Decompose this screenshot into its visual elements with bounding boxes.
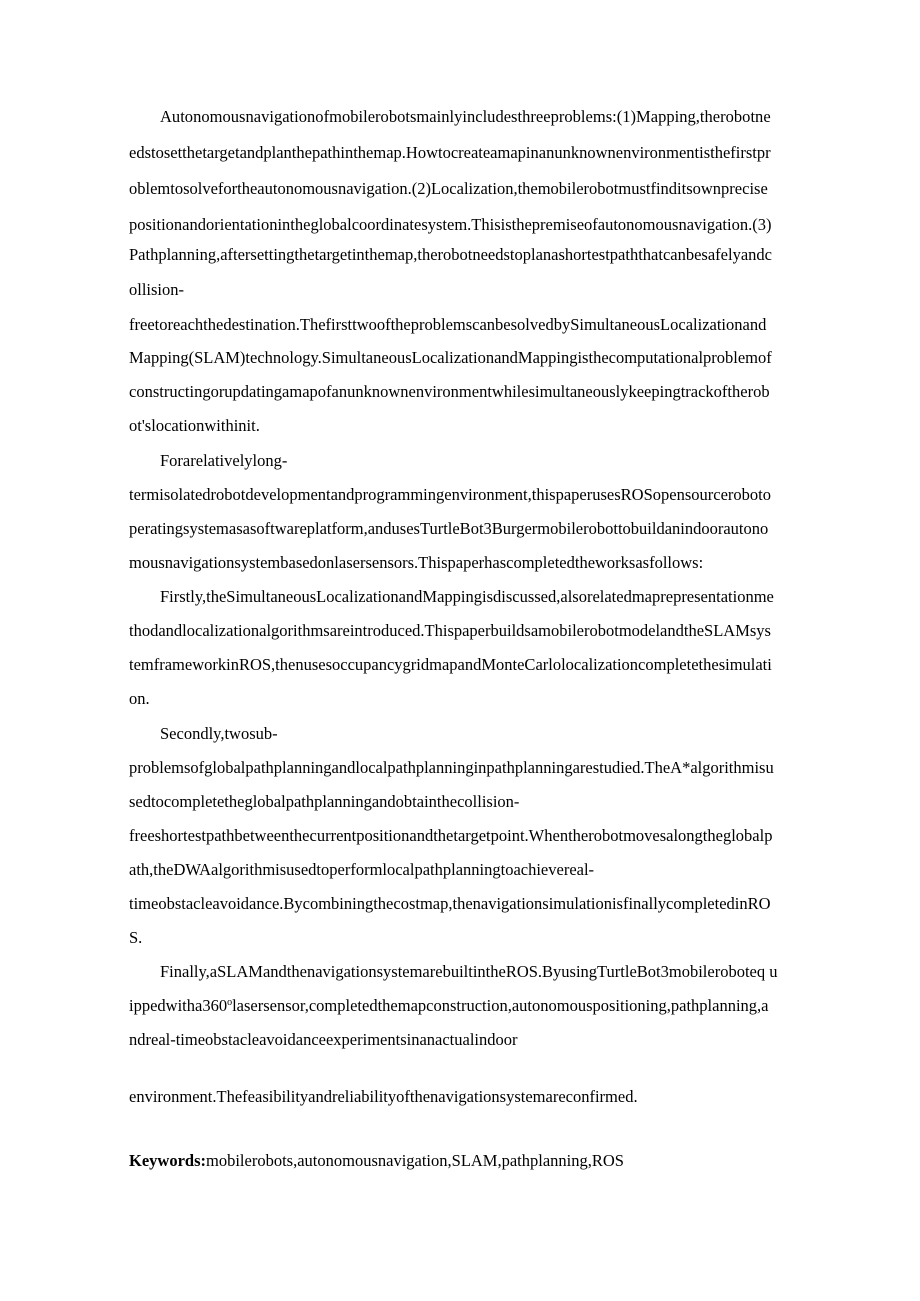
abstract-line-27-start: ippedwitha360: [129, 996, 228, 1015]
abstract-line-9: constructingorupdatingamapofanunknownenvironmentwhilesimultaneouslykeepingtrackoftherob: [129, 382, 770, 401]
abstract-line-19: Secondly,twosub-: [160, 724, 278, 743]
abstract-line-2: edstosetthetargetandplanthepathinthemap.Howtocreateamapinanunknownenvironmentisthefirstpr: [129, 143, 771, 162]
abstract-line-21: sedtocompletetheglobalpathplanningandobtainthecollision-: [129, 792, 520, 811]
abstract-line-1: Autonomousnavigationofmobilerobotsmainlyincludesthreeproblems:(1)Mapping,therobotne: [160, 107, 771, 126]
keywords-label: Keywords:: [129, 1151, 206, 1170]
abstract-line-24: timeobstacleavoidance.Bycombiningthecostmap,thenavigationsimulationisfinallycompletedinRO: [129, 894, 771, 913]
abstract-line-10: ot'slocationwithinit.: [129, 416, 260, 435]
abstract-line-3: oblemtosolvefortheautonomousnavigation.(2)Localization,themobilerobotmustfinditsownprecise: [129, 179, 768, 198]
abstract-line-23: ath,theDWAalgorithmisusedtoperformlocalpathplanningtoachievereal-: [129, 860, 595, 879]
abstract-line-25: S.: [129, 928, 143, 947]
abstract-line-15: Firstly,theSimultaneousLocalizationandMappingisdiscussed,alsorelatedmaprepresentationme: [160, 587, 774, 606]
abstract-line-17: temframeworkinROS,thenusesoccupancygridmapandMonteCarlolocalizationcompletethesimulati: [129, 655, 772, 674]
abstract-line-28: ndreal-timeobstacleavoidanceexperimentsinanactualindoor: [129, 1030, 518, 1049]
abstract-line-14: mousnavigationsystembasedonlasersensors.Thispaperhascompletedtheworksasfollows:: [129, 553, 704, 572]
keywords-line: [129, 1151, 624, 1171]
abstract-line-7: freetoreachthedestination.ThefirsttwooftheproblemscanbesolvedbySimultaneousLocalizationand: [129, 315, 767, 334]
abstract-line-11: Forarelativelylong-: [160, 451, 288, 470]
degree-mark: o: [227, 997, 233, 1008]
abstract-line-12: termisolatedrobotdevelopmentandprogrammingenvironment,thispaperusesROSopensourceroboto: [129, 485, 771, 504]
abstract-line-26: Finally,aSLAMandthenavigationsystemarebuiltintheROS.ByusingTurtleBot3mobileroboteq u: [160, 962, 778, 981]
abstract-line-27-end: lasersensor,completedthemapconstruction,autonomouspositioning,pathplanning,a: [232, 996, 769, 1015]
abstract-line-8: Mapping(SLAM)technology.SimultaneousLocalizationandMappingisthecomputationalproblemof: [129, 348, 772, 367]
abstract-line-20: problemsofglobalpathplanningandlocalpathplanninginpathplanningarestudied.TheA*algorithmisu: [129, 758, 774, 777]
abstract-line-22: freeshortestpathbetweenthecurrentpositionandthetargetpoint.Whentherobotmovesalongtheglobalp: [129, 826, 773, 845]
abstract-line-18: on.: [129, 689, 150, 708]
abstract-line-29: environment.Thefeasibilityandreliabilityofthenavigationsystemareconfirmed.: [129, 1087, 638, 1106]
abstract-line-13: peratingsystemasasoftwareplatform,andusesTurtleBot3Burgermobilerobottobuildanindoorautono: [129, 519, 769, 538]
abstract-line-5: Pathplanning,aftersettingthetargetinthemap,therobotneedstoplanashortestpaththatcanbesafelyandc: [129, 245, 772, 264]
abstract-line-27: [129, 996, 768, 1016]
abstract-line-6: ollision-: [129, 280, 185, 299]
abstract-line-16: thodandlocalizationalgorithmsareintroduced.ThispaperbuildsamobilerobotmodelandtheSLAMsys: [129, 621, 771, 640]
abstract-line-4: positionandorientationintheglobalcoordinatesystem.Thisisthepremiseofautonomousnavigation.(3): [129, 215, 772, 234]
keywords-text: mobilerobots,autonomousnavigation,SLAM,pathplanning,ROS: [206, 1151, 624, 1170]
